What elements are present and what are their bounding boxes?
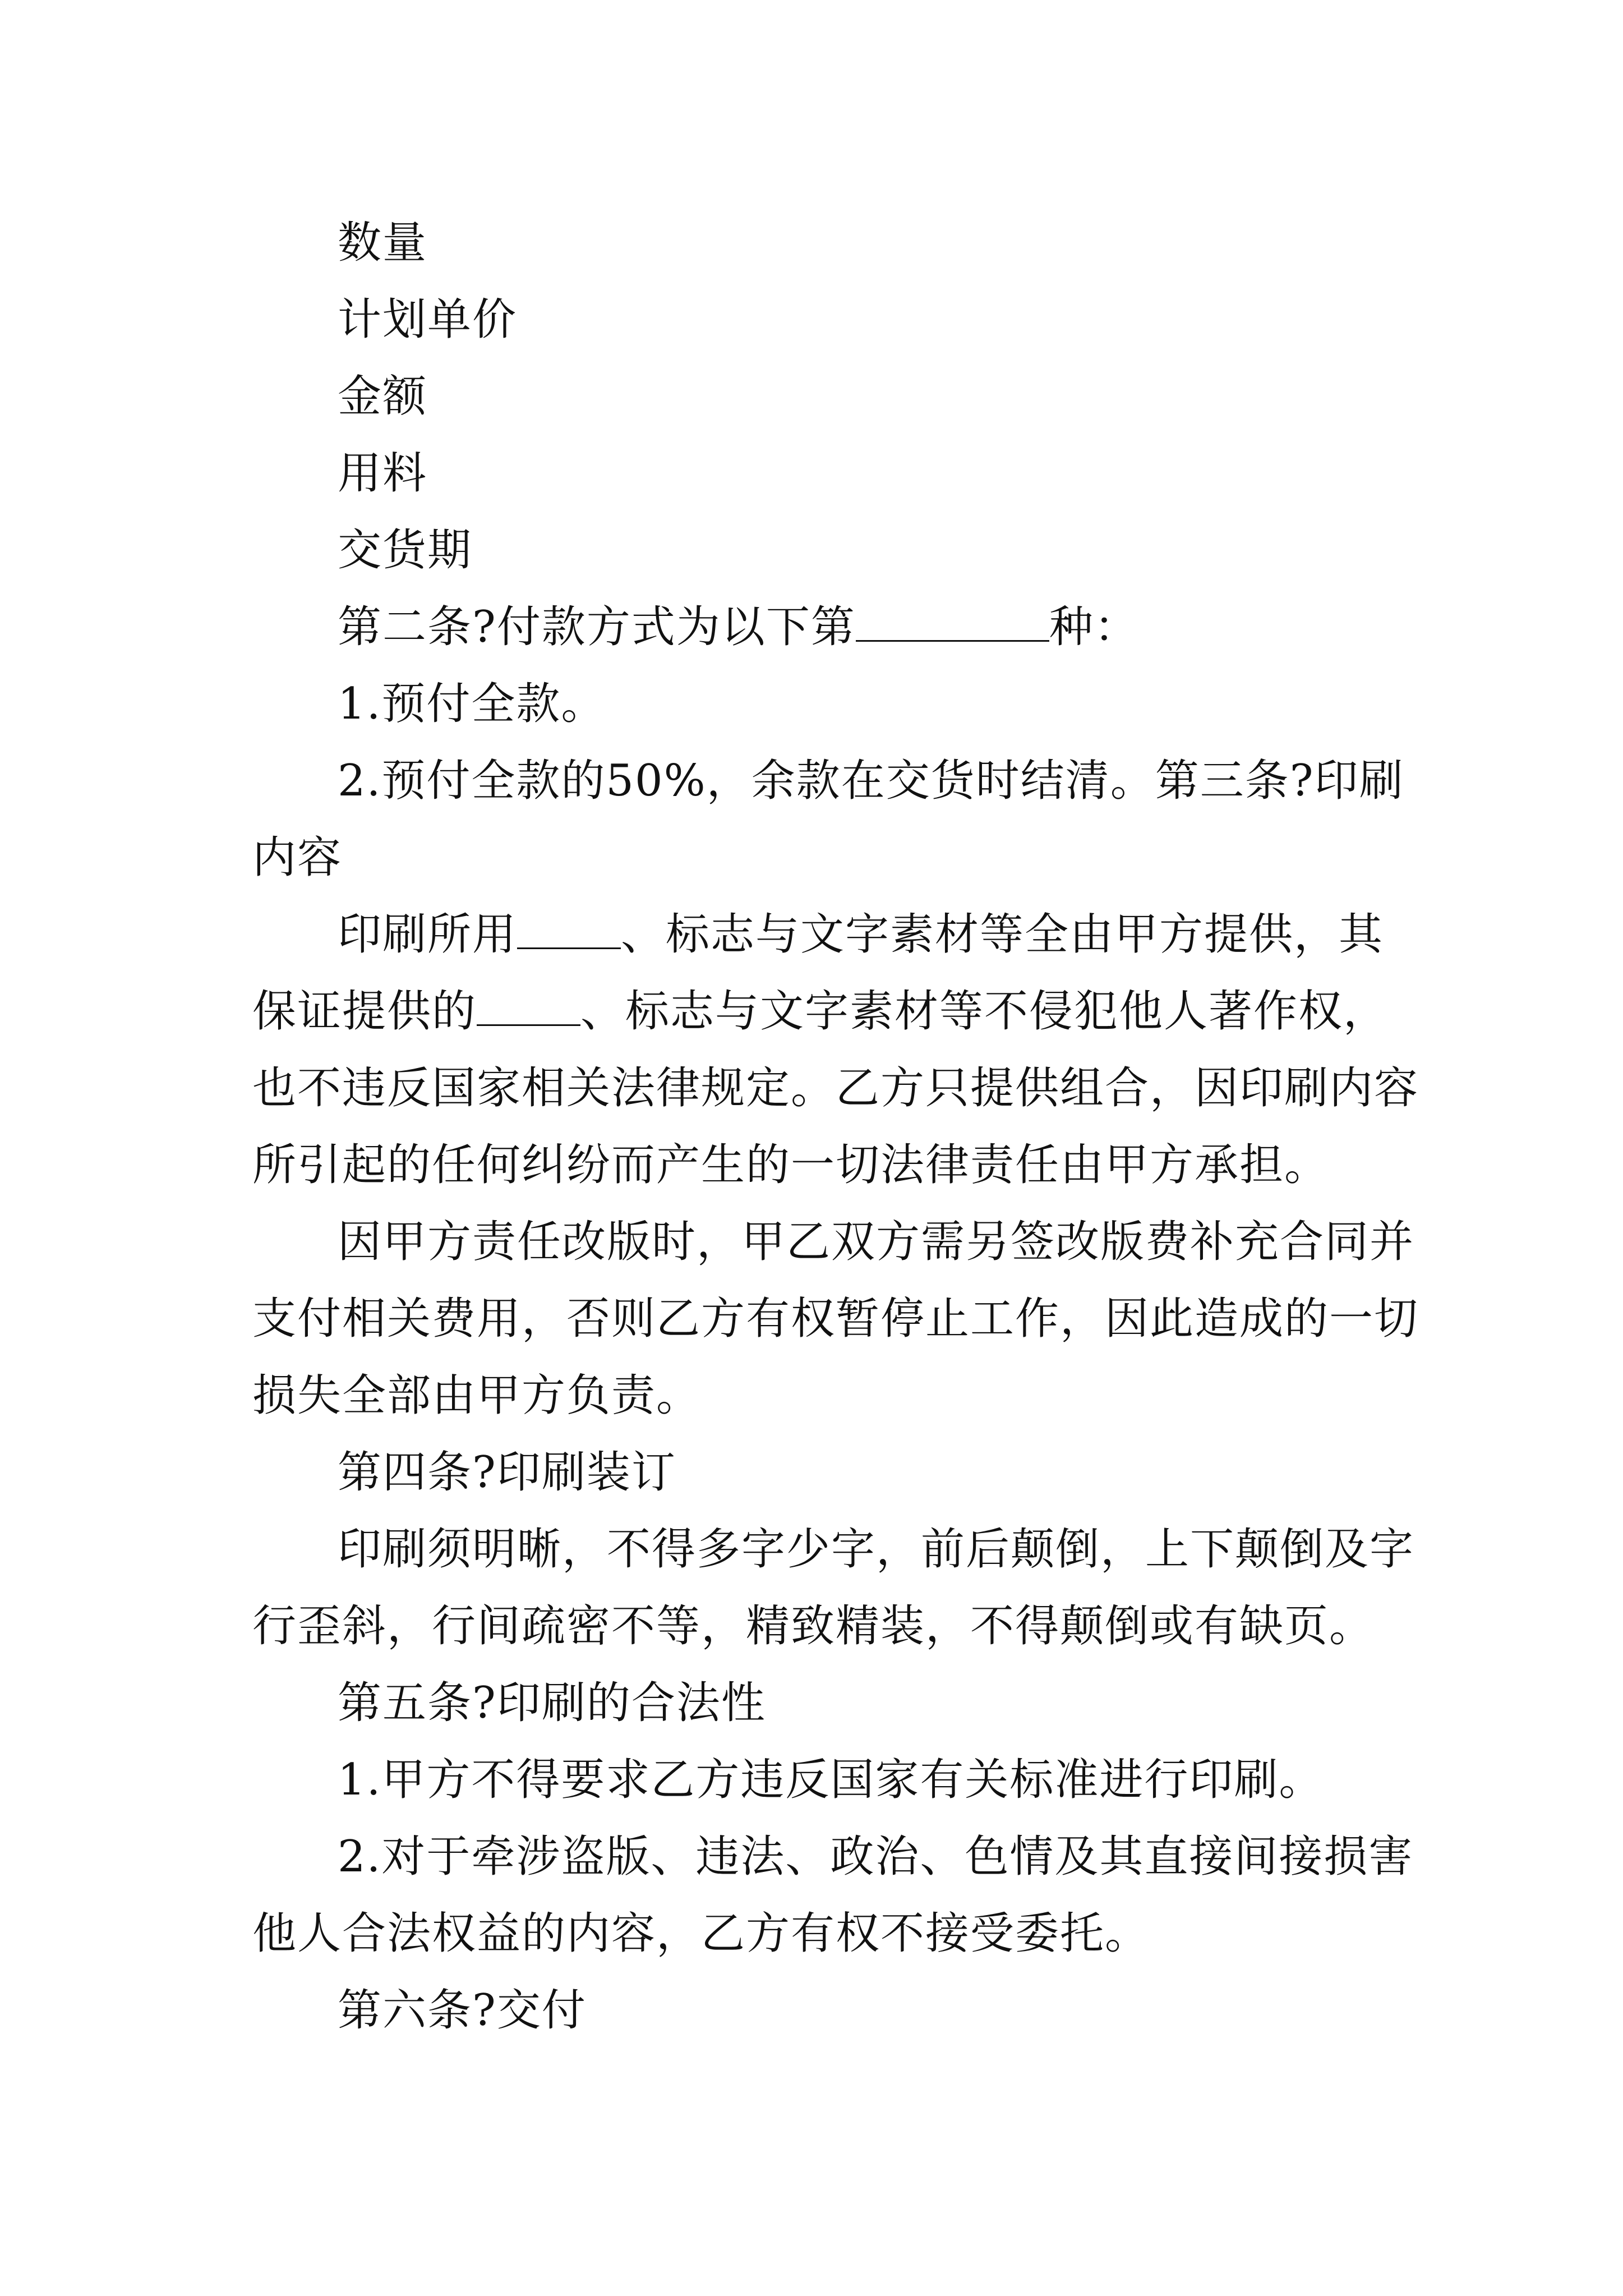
article5-title: 第五条?印刷的合法性 bbox=[338, 1678, 766, 1728]
article3-para1-line2-before: 保证提供的 bbox=[252, 986, 477, 1037]
materials-blank-2 bbox=[477, 986, 580, 1026]
item-amount: 金额 bbox=[338, 371, 428, 422]
item-materials: 用料 bbox=[338, 448, 428, 499]
article4-line1: 印刷须明晰，不得多字少字，前后颠倒，上下颠倒及字 bbox=[338, 1524, 1415, 1575]
article5-item2-line1: 2.对于牵涉盗版、违法、政治、色情及其直接间接损害 bbox=[338, 1832, 1414, 1882]
article2-option2-line2: 内容 bbox=[252, 832, 343, 883]
item-delivery-date: 交货期 bbox=[338, 525, 473, 576]
article2-option1: 1.预付全款。 bbox=[338, 679, 606, 729]
article3-para1-line1 bbox=[338, 896, 1384, 973]
article2-title-after: 种： bbox=[1049, 602, 1139, 652]
article3-para2-line3: 损失全部由甲方负责。 bbox=[252, 1370, 702, 1421]
article4-line2: 行歪斜，行间疏密不等，精致精装，不得颠倒或有缺页。 bbox=[252, 1601, 1375, 1651]
article5-item2-line2: 他人合法权益的内容，乙方有权不接受委托。 bbox=[252, 1908, 1150, 1959]
article3-para2-line1: 因甲方责任改版时，甲乙双方需另签改版费补充合同并 bbox=[338, 1217, 1415, 1267]
article2-title-before: 第二条?付款方式为以下第 bbox=[338, 602, 856, 652]
article4-title: 第四条?印刷装订 bbox=[338, 1447, 676, 1498]
item-planned-unit-price: 计划单价 bbox=[338, 295, 518, 345]
article3-para1-line2 bbox=[252, 973, 1388, 1050]
article2-title bbox=[338, 589, 1139, 666]
article3-para1-line4: 所引起的任何纠纷而产生的一切法律责任由甲方承担。 bbox=[252, 1140, 1330, 1190]
article2-option2-line1: 2.预付全款的50%，余款在交货时结清。第三条?印刷 bbox=[338, 756, 1404, 806]
payment-option-blank bbox=[856, 602, 1049, 642]
article3-para2-line2: 支付相关费用，否则乙方有权暂停止工作，因此造成的一切 bbox=[252, 1294, 1419, 1344]
item-quantity: 数量 bbox=[338, 218, 428, 268]
article6-title: 第六条?交付 bbox=[338, 1985, 587, 2036]
materials-blank-1 bbox=[517, 909, 621, 949]
article5-item1: 1.甲方不得要求乙方违反国家有关标准进行印刷。 bbox=[338, 1755, 1324, 1805]
article3-para1-line1-after: 、标志与文字素材等全由甲方提供，其 bbox=[621, 909, 1384, 960]
article3-para1-line1-before: 印刷所用 bbox=[338, 909, 518, 960]
article3-para1-line3: 也不违反国家相关法律规定。乙方只提供组合，因印刷内容 bbox=[252, 1063, 1419, 1114]
article3-para1-line2-after: 、标志与文字素材等不侵犯他人著作权， bbox=[580, 986, 1389, 1037]
